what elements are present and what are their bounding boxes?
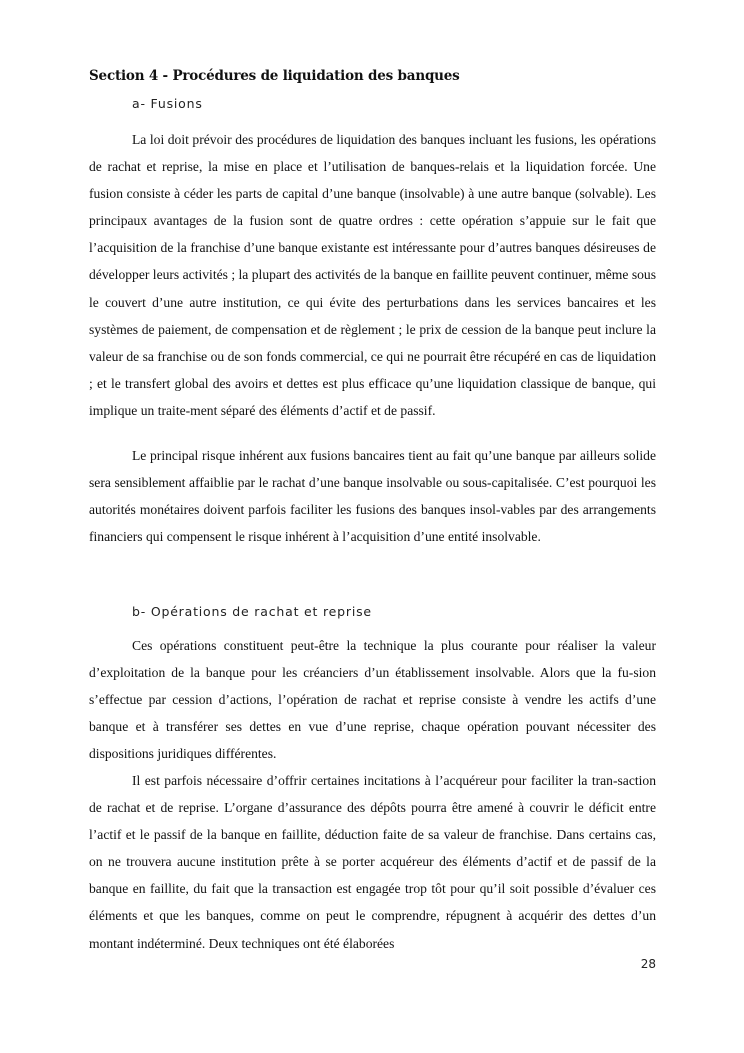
page-number: 28	[640, 957, 656, 971]
subsection-heading-rachat-reprise: b- Opérations de rachat et reprise	[132, 604, 372, 619]
paragraph-rachat-1: Ces opérations constituent peut-être la technique la plus courante pour réaliser la valeur d’exploitation de la banque pour les créanciers d’un établissement insolvable. Alors que la fu-sion s’effectue par cession d’actions, l’opération de rachat et reprise consiste à vendre les actifs d’une banque et à transférer ses dettes en vue d’une reprise, chaque opération pouvant nécessiter des dispositions juridiques différentes.	[89, 638, 656, 762]
subsection-heading-fusions: a- Fusions	[132, 96, 203, 111]
paragraph-fusions-2: Le principal risque inhérent aux fusions bancaires tient au fait qu’une banque par ailleurs solide sera sensiblement affaiblie par le rachat d’une banque insolvable ou sous-capitalisée. C’est pourquoi les autorités monétaires doivent parfois faciliter les fusions des banques insol-vables par des arrangements financiers qui compensent le risque inhérent à l’acquisition d’une entité insolvable.	[89, 448, 656, 545]
paragraph-rachat-2: Il est parfois nécessaire d’offrir certaines incitations à l’acquéreur pour faciliter la tran-saction de rachat et de reprise. L’organe d’assurance des dépôts pourra être amené à couvrir le déficit entre l’actif et le passif de la banque en faillite, déduction faite de sa valeur de franchise. Dans certains cas, on ne trouvera aucune institution prête à se porter acquéreur des éléments d’actif et de passif de la banque en faillite, du fait que la transaction est engagée trop tôt pour qu’il soit possible d’évaluer ces éléments et que les banques, comme on peut le comprendre, répugnent à acquérir des dettes d’un montant indéterminé. Deux techniques ont été élaborées	[89, 773, 656, 951]
paragraph-fusions-1: La loi doit prévoir des procédures de liquidation des banques incluant les fusions, les opérations de rachat et reprise, la mise en place et l’utilisation de banques-relais et la liquidation forcée. Une fusion consiste à céder les parts de capital d’une banque (insolvable) à une autre banque (solvable). Les principaux avantages de la fusion sont de quatre ordres : cette opération s’appuie sur le fait que l’acquisition de la franchise d’une banque existante est intéressante pour d’autres banques désireuses de développer leurs activités ; la plupart des activités de la banque en faillite peuvent continuer, même sous le couvert d’une autre institution, ce qui évite des perturbations dans les services bancaires et les systèmes de paiement, de compensation et de règlement ; le prix de cession de la banque peut inclure la valeur de sa franchise ou de son fonds commercial, ce qui ne pourrait être récupéré en cas de liquidation ; et le transfert global des avoirs et dettes est plus efficace qu’une liquidation classique de banque, qui implique un traite-ment séparé des éléments d’actif et de passif.	[89, 132, 656, 418]
section-title: Section 4 - Procédures de liquidation des banques	[89, 68, 460, 84]
